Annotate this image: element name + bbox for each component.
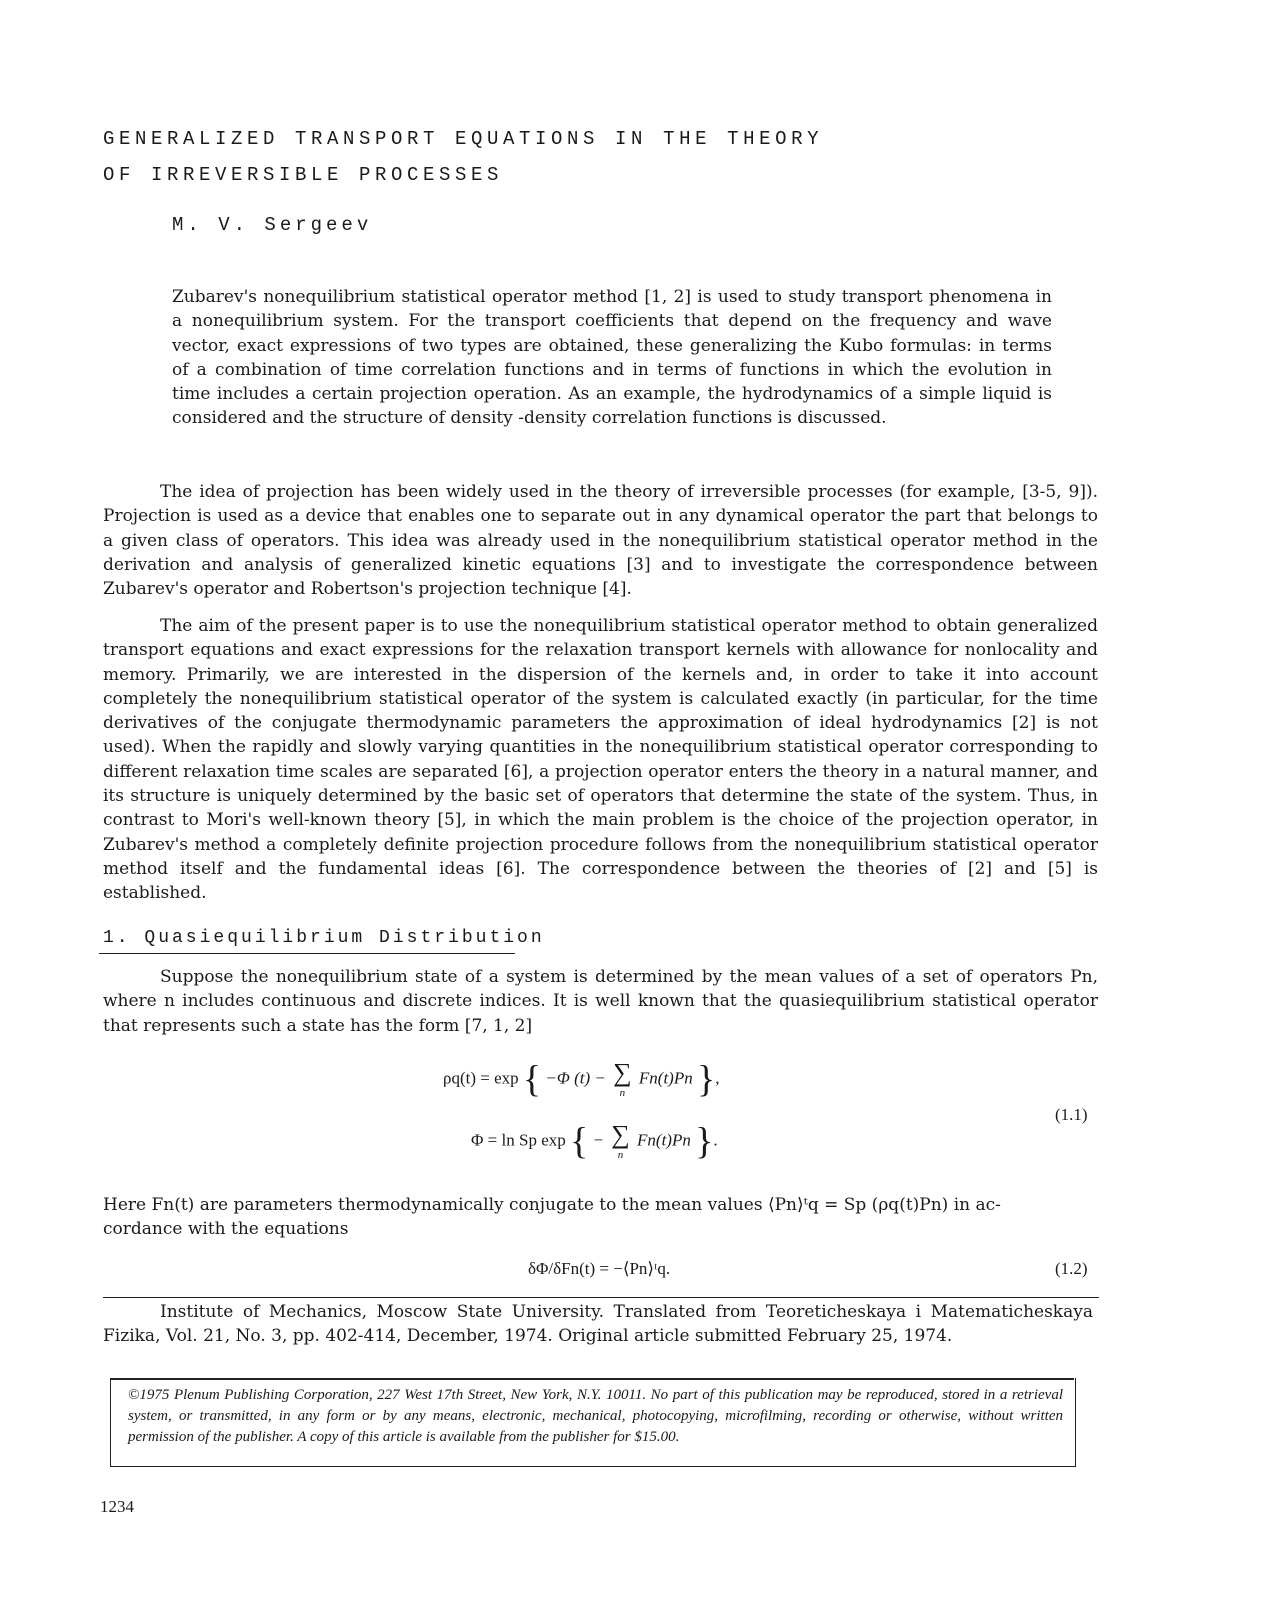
paragraph-1: The idea of projection has been widely used in the theory of irreversible processes (for example, [3-5, 9]). Projection is used as a device that enables one to separate out in any dynamical operator the part that belongs to a given class of operators. This idea was already used in the nonequilibrium statistical operator method in the derivation and analysis of generalized kinetic equations [3] and to investigate the correspondence between Zubarev's operator and Robertson's projection technique [4]. <box>103 482 1098 600</box>
author: M. V. Sergeev <box>172 214 373 236</box>
abstract: Zubarev's nonequilibrium statistical operator method [1, 2] is used to study transport phenomena in a nonequilibrium system. For the transport coefficients that depend on the frequency and wave vector, exact expressions of two types are obtained, these generalizing the Kubo formulas: in terms of a combination of time correlation functions and in terms of functions in which the evolution in time includes a certain projection operation. As an example, the hydrodynamics of a simple liquid is considered and the structure of density -density correlation functions is discussed. <box>172 287 1052 429</box>
eq1-body-2: Fn(t)Pn <box>638 1068 693 1088</box>
footnote-rule <box>103 1297 1099 1298</box>
section-intro: Suppose the nonequilibrium state of a system is determined by the mean values of a set of operators Pn, where n includes continuous and discrete indices. It is well known that the quasiequilibrium statistical operator that represents such a state has the form [7, 1, 2] <box>103 967 1098 1036</box>
sum-symbol: ∑ n <box>611 1120 630 1161</box>
equation-label-1-1: (1.1) <box>1055 1105 1088 1124</box>
brace-close: } <box>696 1058 716 1101</box>
equation-1-2: δΦ/δFn(t) = −⟨Pn⟩ᵗq. <box>528 1259 671 1278</box>
copyright-notice: ©1975 Plenum Publishing Corporation, 227 West 17th Street, New York, N.Y. 10011. No part of this publication may be reproduced, stored in a retrieval system, or transmitted, in any form or by any means, electronic, mechanical, photocopying, microfilming, recording or otherwise, without written permission of the publisher. A copy of this article is available from the publisher for $15.00. <box>128 1387 1063 1445</box>
brace-open: { <box>522 1058 542 1101</box>
here-line-2: cordance with the equations <box>103 1219 349 1239</box>
paper-title-line-1: GENERALIZED TRANSPORT EQUATIONS IN THE THEORY <box>103 128 824 150</box>
equation-1-1-line-1: ρq(t) = exp { −Φ (t) − ∑ n Fn(t)Pn }, <box>443 1058 720 1101</box>
eq1-lhs: ρq(t) = exp <box>443 1068 519 1088</box>
footnote: Institute of Mechanics, Moscow State University. Translated from Teoreticheskaya i Matematicheskaya Fizika, Vol. 21, No. 3, pp. 402-414, December, 1974. Original article submitted February 25, 1974. <box>103 1302 1093 1347</box>
page-number: 1234 <box>100 1497 134 1516</box>
eq2-lhs: Φ = ln Sp exp <box>471 1130 566 1150</box>
eq2-body-2: Fn(t)Pn <box>637 1130 691 1150</box>
brace-open: { <box>570 1120 589 1163</box>
eq1-body-1: −Φ (t) − <box>545 1068 606 1088</box>
here-line-1: Here Fn(t) are parameters thermodynamically conjugate to the mean values ⟨Pn⟩ᵗq = Sp (ρq(t)Pn) in ac- <box>103 1195 1001 1215</box>
paper-title-line-2: OF IRREVERSIBLE PROCESSES <box>103 164 504 186</box>
paragraph-2: The aim of the present paper is to use the nonequilibrium statistical operator method to obtain generalized transport equations and exact expressions for the relaxation transport kernels with allowance for nonlocality and memory. Primarily, we are interested in the dispersion of the kernels and, in order to take it into account completely the nonequilibrium statistical operator of the system is calculated exactly (in particular, for the time derivatives of the conjugate thermodynamic parameters the approximation of ideal hydrodynamics [2] is not used). When the rapidly and slowly varying quantities in the nonequilibrium statistical operator corresponding to different relaxation time scales are separated [6], a projection operator enters the theory in a natural manner, and its structure is uniquely determined by the basic set of operators that determine the state of the system. Thus, in contrast to Mori's well-known theory [5], in which the main problem is the choice of the projection operator, in Zubarev's method a completely definite projection procedure follows from the nonequilibrium statistical operator method itself and the fundamental ideas [6]. The correspondence between the theories of [2] and [5] is established. <box>103 616 1098 904</box>
section-heading: 1. Quasiequilibrium Distribution <box>103 928 545 948</box>
brace-close: } <box>695 1120 714 1163</box>
equation-label-1-2: (1.2) <box>1055 1259 1088 1278</box>
eq2-body-1: − <box>592 1130 604 1150</box>
sum-symbol: ∑ n <box>613 1058 632 1099</box>
section-underline <box>99 953 515 954</box>
equation-1-1-line-2: Φ = ln Sp exp { − ∑ n Fn(t)Pn }. <box>471 1120 718 1163</box>
